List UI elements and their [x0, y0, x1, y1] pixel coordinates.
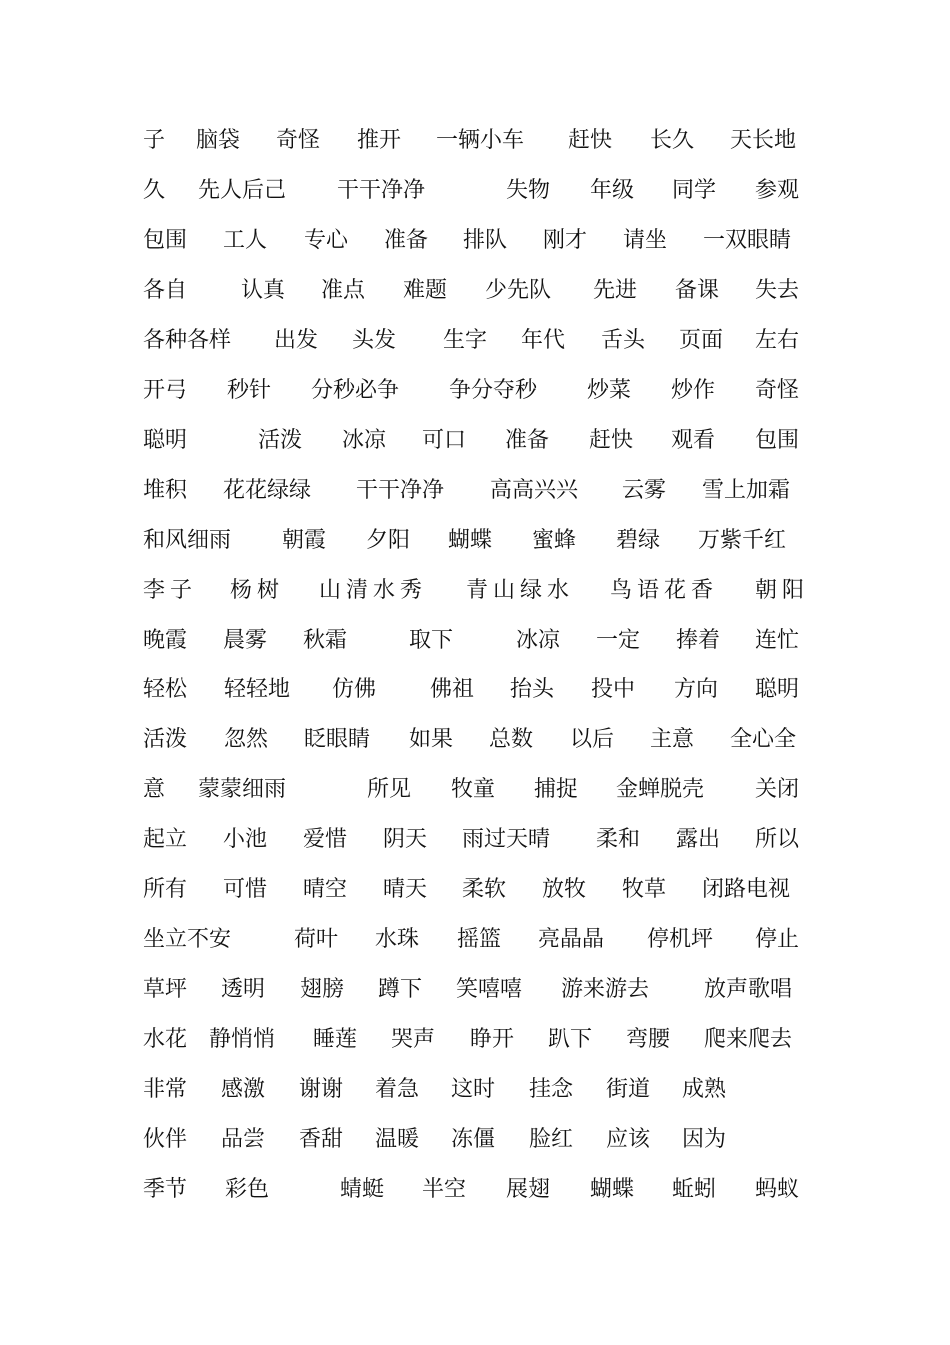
vocabulary-word: 笑嘻嘻: [456, 977, 523, 1002]
vocabulary-word: 先人后己: [198, 178, 287, 203]
vocabulary-word: 感激: [221, 1077, 266, 1102]
vocabulary-word: 停止: [755, 927, 800, 952]
vocabulary-word: 亮晶晶: [538, 927, 605, 952]
vocabulary-word: 生字: [443, 328, 488, 353]
vocabulary-word: 轻轻地: [224, 677, 291, 702]
vocabulary-word: 主意: [650, 727, 695, 752]
vocabulary-word: 失去: [755, 278, 800, 303]
vocabulary-word: 夕阳: [366, 528, 411, 553]
vocabulary-word: 非常: [143, 1077, 188, 1102]
vocabulary-word: 先进: [593, 278, 638, 303]
vocabulary-word: 温暖: [375, 1127, 420, 1152]
vocabulary-word: 挂念: [529, 1077, 574, 1102]
vocabulary-word: 小池: [223, 827, 268, 852]
vocabulary-word: 同学: [672, 178, 717, 203]
vocabulary-word: 所以: [755, 827, 800, 852]
vocabulary-word: 备课: [675, 278, 720, 303]
vocabulary-word: 应该: [606, 1127, 651, 1152]
vocabulary-word: 蹲下: [378, 977, 423, 1002]
vocabulary-word: 晨雾: [223, 628, 268, 653]
vocabulary-word: 蒙蒙细雨: [198, 777, 287, 802]
vocabulary-word: 露出: [676, 827, 721, 852]
text-line: [0, 571, 950, 611]
vocabulary-word: 观看: [671, 428, 716, 453]
vocabulary-word: 晚霞: [143, 628, 188, 653]
vocabulary-word: 草坪: [143, 977, 188, 1002]
vocabulary-word: 鸟语花香: [610, 578, 719, 603]
vocabulary-word: 翅膀: [300, 977, 345, 1002]
vocabulary-word: 聪明: [755, 677, 800, 702]
text-line: [0, 770, 950, 810]
vocabulary-word: 雪上加霜: [702, 478, 791, 503]
text-line: [0, 271, 950, 311]
vocabulary-word: 干干净净: [337, 178, 426, 203]
vocabulary-word: 忽然: [224, 727, 269, 752]
vocabulary-word: 弯腰: [626, 1027, 671, 1052]
vocabulary-word: 花花绿绿: [223, 478, 312, 503]
vocabulary-word: 因为: [682, 1127, 727, 1152]
vocabulary-word: 出发: [274, 328, 319, 353]
text-line: [0, 1170, 950, 1210]
vocabulary-word: 赶快: [589, 428, 634, 453]
vocabulary-word: 品尝: [221, 1127, 266, 1152]
vocabulary-word: 佛祖: [430, 677, 475, 702]
text-line: [0, 820, 950, 860]
text-line: [0, 1020, 950, 1060]
vocabulary-word: 李子: [143, 578, 198, 603]
vocabulary-word: 水花: [143, 1027, 188, 1052]
vocabulary-word: 柔软: [462, 877, 507, 902]
vocabulary-word: 以后: [570, 727, 615, 752]
vocabulary-word: 高高兴兴: [490, 478, 579, 503]
vocabulary-word: 可惜: [223, 877, 268, 902]
vocabulary-word: 蚯蚓: [672, 1177, 717, 1202]
text-line: [0, 720, 950, 760]
vocabulary-word: 山清水秀: [319, 578, 428, 603]
vocabulary-word: 所见: [367, 777, 412, 802]
vocabulary-word: 参观: [755, 178, 800, 203]
vocabulary-word: 所有: [143, 877, 188, 902]
vocabulary-word: 香甜: [299, 1127, 344, 1152]
vocabulary-word: 聪明: [143, 428, 188, 453]
vocabulary-word: 赶快: [568, 128, 613, 153]
vocabulary-word: 成熟: [682, 1077, 727, 1102]
vocabulary-word: 摇篮: [457, 927, 502, 952]
vocabulary-word: 青山绿水: [466, 578, 575, 603]
vocabulary-word: 碧绿: [616, 528, 661, 553]
vocabulary-word: 蜻蜓: [340, 1177, 385, 1202]
text-line: [0, 621, 950, 661]
vocabulary-word: 难题: [403, 278, 448, 303]
vocabulary-word: 静悄悄: [209, 1027, 276, 1052]
vocabulary-word: 方向: [674, 677, 719, 702]
vocabulary-word: 炒菜: [587, 378, 632, 403]
vocabulary-word: 意: [143, 777, 166, 802]
vocabulary-word: 投中: [591, 677, 636, 702]
vocabulary-word: 柔和: [596, 827, 641, 852]
vocabulary-word: 准点: [321, 278, 366, 303]
vocabulary-word: 街道: [606, 1077, 651, 1102]
vocabulary-word: 游来游去: [561, 977, 650, 1002]
vocabulary-word: 关闭: [755, 777, 800, 802]
text-line: [0, 471, 950, 511]
vocabulary-word: 万紫千红: [698, 528, 787, 553]
vocabulary-word: 舌头: [601, 328, 646, 353]
vocabulary-word: 趴下: [548, 1027, 593, 1052]
vocabulary-word: 捕捉: [534, 777, 579, 802]
vocabulary-word: 活泼: [143, 727, 188, 752]
vocabulary-word: 彩色: [225, 1177, 270, 1202]
vocabulary-word: 透明: [221, 977, 266, 1002]
vocabulary-word: 页面: [679, 328, 724, 353]
vocabulary-word: 阴天: [383, 827, 428, 852]
vocabulary-word: 一双眼睛: [703, 228, 792, 253]
vocabulary-word: 半空: [422, 1177, 467, 1202]
vocabulary-word: 炒作: [671, 378, 716, 403]
vocabulary-word: 脑袋: [196, 128, 241, 153]
vocabulary-word: 闭路电视: [702, 877, 791, 902]
vocabulary-word: 认真: [241, 278, 286, 303]
vocabulary-word: 晴天: [383, 877, 428, 902]
text-line: [0, 371, 950, 411]
vocabulary-word: 金蝉脱壳: [616, 777, 705, 802]
vocabulary-word: 云雾: [622, 478, 667, 503]
vocabulary-word: 取下: [409, 628, 454, 653]
vocabulary-word: 朝霞: [282, 528, 327, 553]
vocabulary-word: 捧着: [676, 628, 721, 653]
vocabulary-word: 头发: [352, 328, 397, 353]
vocabulary-word: 失物: [506, 178, 551, 203]
vocabulary-word: 牧草: [622, 877, 667, 902]
text-line: [0, 221, 950, 261]
vocabulary-word: 展翅: [506, 1177, 551, 1202]
vocabulary-word: 放牧: [542, 877, 587, 902]
vocabulary-word: 伙伴: [143, 1127, 188, 1152]
text-line: [0, 171, 950, 211]
vocabulary-word: 眨眼睛: [304, 727, 371, 752]
vocabulary-word: 蜜蜂: [532, 528, 577, 553]
vocabulary-word: 可口: [422, 428, 467, 453]
vocabulary-word: 冻僵: [451, 1127, 496, 1152]
vocabulary-word: 睡莲: [313, 1027, 358, 1052]
vocabulary-word: 爬来爬去: [704, 1027, 793, 1052]
vocabulary-word: 这时: [451, 1077, 496, 1102]
vocabulary-word: 年代: [521, 328, 566, 353]
text-line: [0, 870, 950, 910]
vocabulary-word: 轻松: [143, 677, 188, 702]
vocabulary-word: 冰凉: [342, 428, 387, 453]
vocabulary-word: 秒针: [227, 378, 272, 403]
vocabulary-word: 堆积: [143, 478, 188, 503]
text-line: [0, 521, 950, 561]
vocabulary-word: 朝阳: [755, 578, 810, 603]
vocabulary-word: 开弓: [143, 378, 188, 403]
vocabulary-word: 睁开: [470, 1027, 515, 1052]
vocabulary-word: 久: [143, 178, 166, 203]
vocabulary-word: 包围: [143, 228, 188, 253]
vocabulary-word: 刚才: [543, 228, 588, 253]
vocabulary-word: 各自: [143, 278, 188, 303]
vocabulary-word: 奇怪: [276, 128, 321, 153]
vocabulary-word: 爱惜: [303, 827, 348, 852]
text-line: [0, 321, 950, 361]
vocabulary-word: 连忙: [755, 628, 800, 653]
vocabulary-word: 天长地: [730, 128, 797, 153]
vocabulary-word: 各种各样: [143, 328, 232, 353]
vocabulary-word: 包围: [755, 428, 800, 453]
vocabulary-word: 分秒必争: [311, 378, 400, 403]
vocabulary-word: 活泼: [258, 428, 303, 453]
vocabulary-word: 着急: [375, 1077, 420, 1102]
vocabulary-word: 雨过天晴: [462, 827, 551, 852]
vocabulary-word: 谢谢: [299, 1077, 344, 1102]
vocabulary-word: 秋霜: [303, 628, 348, 653]
text-line: [0, 970, 950, 1010]
vocabulary-word: 长久: [650, 128, 695, 153]
vocabulary-word: 蚂蚁: [755, 1177, 800, 1202]
vocabulary-word: 牧童: [451, 777, 496, 802]
vocabulary-word: 工人: [223, 228, 268, 253]
vocabulary-word: 准备: [384, 228, 429, 253]
vocabulary-word: 水珠: [375, 927, 420, 952]
vocabulary-word: 停机坪: [647, 927, 714, 952]
vocabulary-word: 争分夺秒: [449, 378, 538, 403]
vocabulary-word: 抬头: [510, 677, 555, 702]
vocabulary-word: 准备: [505, 428, 550, 453]
vocabulary-word: 推开: [357, 128, 402, 153]
vocabulary-word: 坐立不安: [143, 927, 232, 952]
vocabulary-word: 仿佛: [332, 677, 377, 702]
vocabulary-word: 少先队: [485, 278, 552, 303]
text-line: [0, 920, 950, 960]
vocabulary-word: 全心全: [730, 727, 797, 752]
vocabulary-word: 蝴蝶: [448, 528, 493, 553]
vocabulary-word: 杨树: [230, 578, 285, 603]
vocabulary-word: 晴空: [303, 877, 348, 902]
vocabulary-word: 冰凉: [516, 628, 561, 653]
vocabulary-word: 左右: [755, 328, 800, 353]
vocabulary-word: 起立: [143, 827, 188, 852]
vocabulary-word: 总数: [489, 727, 534, 752]
vocabulary-word: 一定: [596, 628, 641, 653]
vocabulary-word: 如果: [409, 727, 454, 752]
text-line: [0, 1070, 950, 1110]
vocabulary-word: 年级: [590, 178, 635, 203]
text-line: [0, 421, 950, 461]
text-line: [0, 1120, 950, 1160]
vocabulary-word: 哭声: [391, 1027, 436, 1052]
vocabulary-word: 脸红: [529, 1127, 574, 1152]
vocabulary-word: 和风细雨: [143, 528, 232, 553]
vocabulary-word: 一辆小车: [436, 128, 525, 153]
vocabulary-word: 专心: [304, 228, 349, 253]
vocabulary-word: 奇怪: [755, 378, 800, 403]
vocabulary-word: 蝴蝶: [590, 1177, 635, 1202]
text-line: [0, 670, 950, 710]
vocabulary-word: 季节: [143, 1177, 188, 1202]
vocabulary-word: 排队: [463, 228, 508, 253]
vocabulary-word: 子: [143, 128, 166, 153]
vocabulary-word: 请坐: [623, 228, 668, 253]
text-line: [0, 121, 950, 161]
vocabulary-word: 荷叶: [294, 927, 339, 952]
vocabulary-word: 干干净净: [356, 478, 445, 503]
vocabulary-word: 放声歌唱: [704, 977, 793, 1002]
